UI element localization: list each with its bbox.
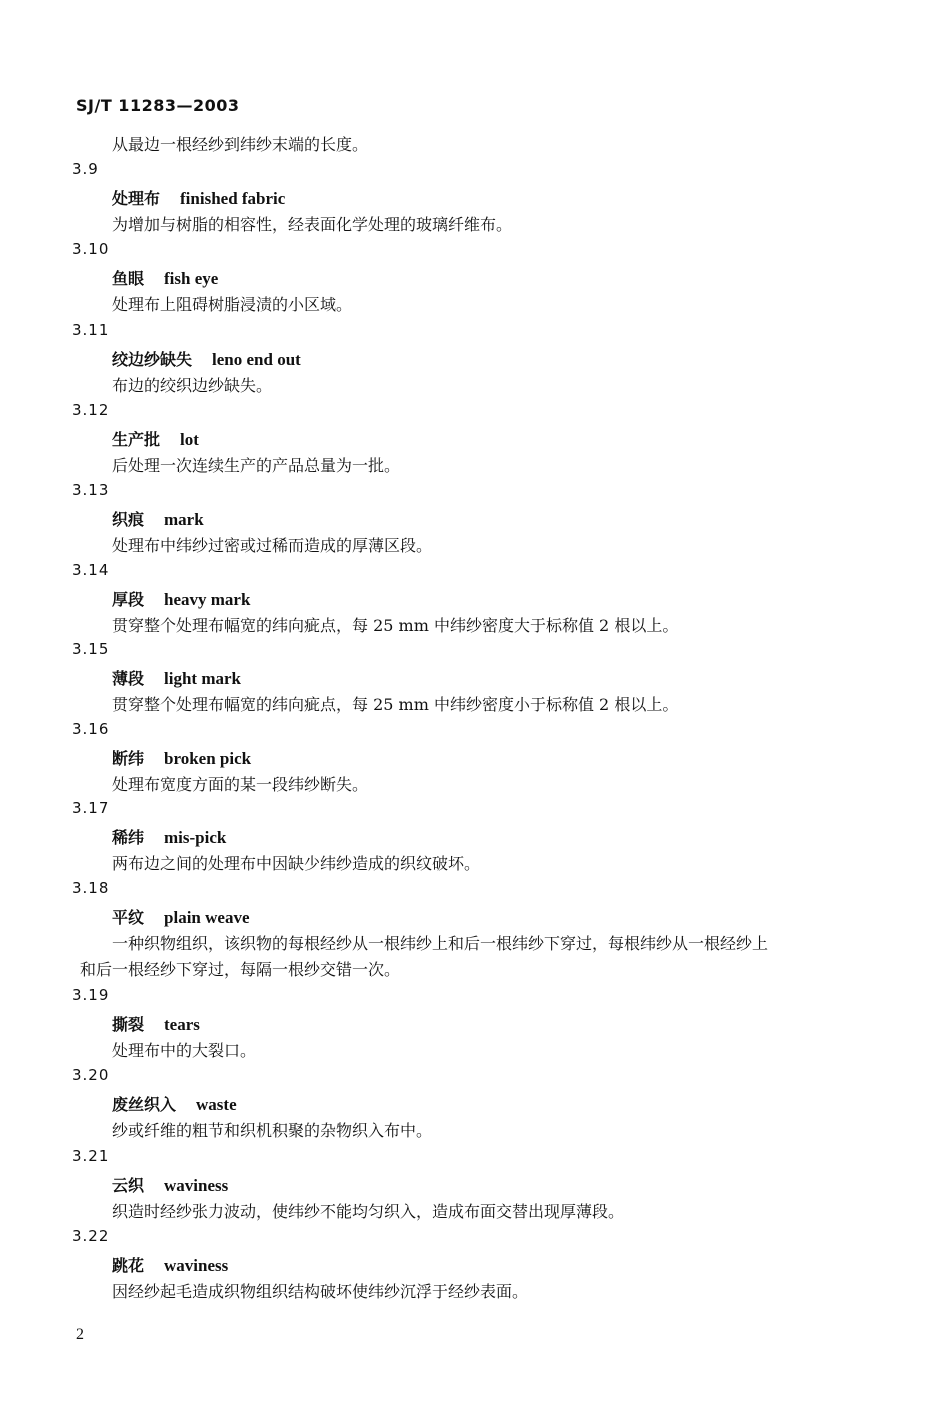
term-english: finished fabric [180,189,286,208]
clause-number: 3.21 [72,1147,110,1165]
term-line [112,427,199,450]
clause-number: 3.14 [72,561,110,579]
continued-definition: 从最边一根经纱到纬纱末端的长度。 [112,135,369,154]
term-line [112,1253,228,1276]
term-line [112,587,250,610]
term-english: waviness [164,1176,229,1195]
clause-number: 3.15 [72,640,110,658]
clause-number: 3.13 [72,481,110,499]
term-english: waviness [164,1256,229,1275]
term-chinese: 跳花 [112,1256,145,1275]
clause-number: 3.19 [72,986,110,1004]
term-english: plain weave [164,908,250,927]
term-chinese: 稀纬 [112,828,145,847]
clause-number: 3.11 [72,321,110,339]
term-definition: 一种织物组织，该织物的每根经纱从一根纬纱上和后一根纬纱下穿过，每根纬纱从一根经纱上 [112,934,769,953]
term-definition: 处理布中的大裂口。 [112,1041,257,1060]
term-chinese: 撕裂 [112,1015,145,1034]
term-chinese: 生产批 [112,430,161,449]
term-definition: 织造时经纱张力波动，使纬纱不能均匀织入，造成布面交替出现厚薄段。 [112,1202,625,1221]
term-definition: 布边的绞织边纱缺失。 [112,376,273,395]
clause-number: 3.18 [72,879,110,897]
term-line [112,186,285,209]
term-definition: 处理布上阻碍树脂浸渍的小区域。 [112,295,353,314]
term-line [112,825,226,848]
term-definition: 处理布宽度方面的某一段纬纱断失。 [112,775,369,794]
term-english: broken pick [164,749,252,768]
term-line [112,1012,200,1035]
term-english: mark [164,510,204,529]
clause-number: 3.22 [72,1227,110,1245]
term-line [112,266,218,289]
term-line [112,666,241,689]
term-definition: 纱或纤维的粗节和织机积聚的杂物织入布中。 [112,1121,433,1140]
term-english: heavy mark [164,590,251,609]
term-chinese: 平纹 [112,908,145,927]
term-english: mis-pick [164,828,227,847]
term-definition: 后处理一次连续生产的产品总量为一批。 [112,456,401,475]
term-line [112,507,204,530]
term-chinese: 断纬 [112,749,145,768]
page-number: 2 [76,1326,84,1343]
term-english: leno end out [212,350,301,369]
term-line [112,1092,237,1115]
clause-number: 3.17 [72,799,110,817]
term-english: tears [164,1015,200,1034]
term-definition: 贯穿整个处理布幅宽的纬向疵点，每 25 mm 中纬纱密度大于标称值 2 根以上。 [112,616,679,635]
term-english: lot [180,430,199,449]
term-english: fish eye [164,269,219,288]
document-code: SJ/T 11283—2003 [76,96,240,115]
term-chinese: 薄段 [112,669,145,688]
term-line [112,347,301,370]
term-chinese: 云织 [112,1176,145,1195]
term-english: light mark [164,669,241,688]
term-chinese: 厚段 [112,590,145,609]
term-definition-continued: 和后一根经纱下穿过，每隔一根纱交错一次。 [80,960,401,979]
term-definition: 因经纱起毛造成织物组织结构破坏使纬纱沉浮于经纱表面。 [112,1282,529,1301]
term-chinese: 处理布 [112,189,161,208]
term-definition: 两布边之间的处理布中因缺少纬纱造成的织纹破坏。 [112,854,481,873]
term-definition: 处理布中纬纱过密或过稀而造成的厚薄区段。 [112,536,433,555]
term-definition: 贯穿整个处理布幅宽的纬向疵点，每 25 mm 中纬纱密度小于标称值 2 根以上。 [112,695,679,714]
term-chinese: 鱼眼 [112,269,145,288]
clause-number: 3.20 [72,1066,110,1084]
clause-number: 3.9 [72,160,99,178]
term-definition: 为增加与树脂的相容性，经表面化学处理的玻璃纤维布。 [112,215,513,234]
clause-number: 3.10 [72,240,110,258]
clause-number: 3.12 [72,401,110,419]
term-line [112,905,250,928]
clause-number: 3.16 [72,720,110,738]
term-chinese: 绞边纱缺失 [112,350,193,369]
term-english: waste [196,1095,237,1114]
term-chinese: 废丝织入 [112,1095,177,1114]
term-chinese: 织痕 [112,510,145,529]
term-line [112,1173,228,1196]
term-line [112,746,251,769]
